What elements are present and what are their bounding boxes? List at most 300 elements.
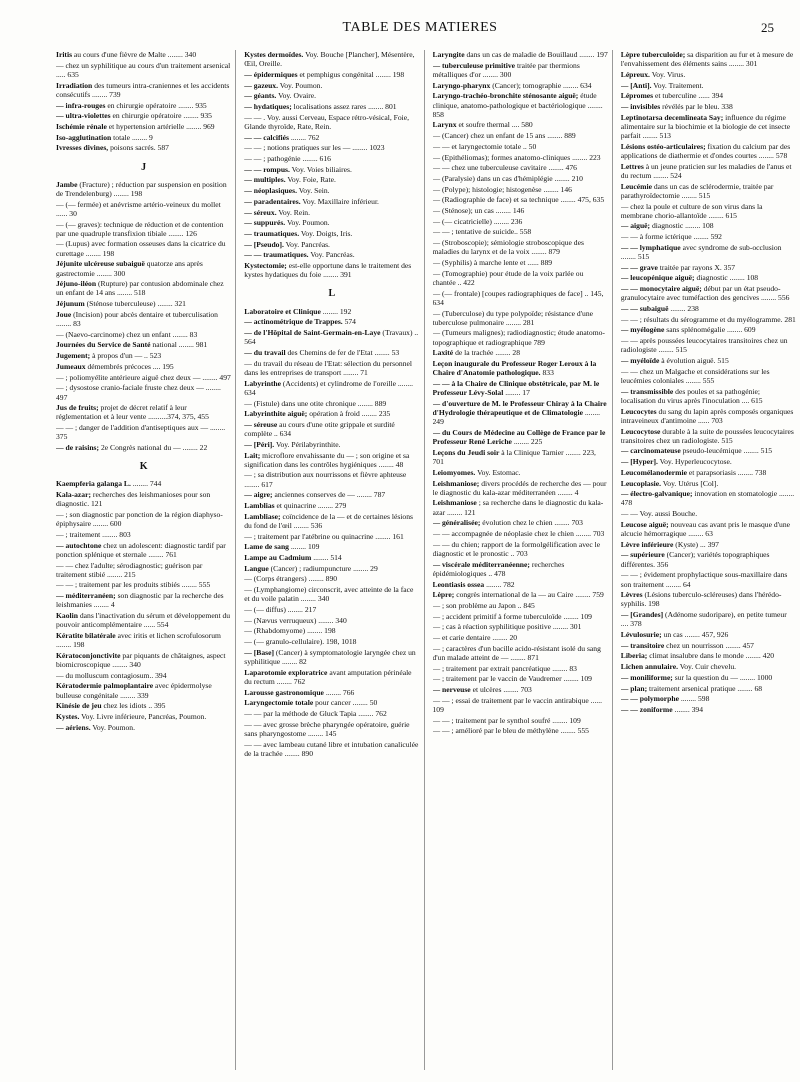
index-entry bbox=[433, 622, 608, 631]
index-entry bbox=[244, 197, 419, 206]
entry-heading: Jambe bbox=[56, 179, 78, 189]
index-entry bbox=[56, 362, 231, 371]
entry-text: national ........ 981 bbox=[150, 340, 208, 350]
entry-heading: Langue bbox=[244, 563, 269, 573]
entry-heading: Jéjunite ulcéreuse subaiguë bbox=[56, 259, 145, 269]
index-entry bbox=[621, 590, 796, 608]
index-entry bbox=[621, 356, 796, 365]
index-entry bbox=[621, 325, 796, 334]
entry-text: dans un cas de sclérodermie, traitée par parathyroïdectomie ........ 515 bbox=[620, 181, 774, 200]
entry-text: ........ 514 bbox=[311, 553, 342, 563]
index-entry bbox=[621, 651, 796, 660]
entry-text: — — ; danger de l'addition d'antiseptiques aux — ........ 375 bbox=[56, 423, 226, 442]
index-entry bbox=[244, 348, 419, 357]
entry-heading: Ivresses divines, bbox=[56, 143, 109, 153]
entry-text: recherches épidémiologiques .. 478 bbox=[432, 559, 565, 578]
entry-heading: Lèvres bbox=[620, 590, 643, 600]
section-letter: J bbox=[141, 161, 147, 173]
entry-heading: — de raisins; bbox=[56, 443, 100, 453]
index-column-4 bbox=[621, 50, 796, 1070]
entry-text: — — chez l'adulte; sérodiagnostic; guérison par traitement stibié ........ 215 bbox=[56, 560, 203, 579]
entry-text: — chez la poule et culture de son virus dans la membrane chorio-allantoïde ........ 615 bbox=[620, 201, 763, 220]
entry-text: — (Lymphangiome) circonscrit, avec atteinte de la face et du voile palatin ........ 340 bbox=[244, 585, 414, 604]
entry-text: — (Epithéliomas); formes anatomo-cliniques ........ 223 bbox=[432, 152, 601, 162]
index-entry bbox=[621, 489, 796, 507]
entry-heading: — suppurés. bbox=[244, 218, 286, 228]
entry-text: Voy. Traitement. bbox=[651, 80, 704, 90]
entry-text: — — accompagnée de néoplasie chez le chien ........ 703 bbox=[432, 529, 605, 539]
index-entry bbox=[433, 131, 608, 140]
index-entry bbox=[56, 133, 231, 142]
entry-text: démembrés précoces .... 195 bbox=[85, 361, 174, 371]
entry-heading: Kystes. bbox=[56, 712, 80, 722]
entry-heading: — du travail bbox=[244, 347, 286, 357]
index-entry bbox=[244, 261, 419, 279]
index-entry bbox=[244, 359, 419, 377]
entry-text: ........ 762 bbox=[288, 132, 320, 142]
entry-text: nouveau cas avant pris le masque d'une alcucie hémorragique ........ 63 bbox=[620, 519, 790, 539]
entry-text: — — ; essai de traitement par le vaccin antirabique ...... 109 bbox=[432, 695, 603, 714]
entry-text: ........ 598 bbox=[678, 694, 710, 704]
entry-text: opération à froid ........ 235 bbox=[307, 409, 391, 419]
entry-text: Voy. Hyperleucocytose. bbox=[657, 457, 732, 467]
index-entry bbox=[244, 490, 419, 499]
index-entry bbox=[621, 457, 796, 466]
index-entry bbox=[433, 601, 608, 610]
index-entry bbox=[244, 102, 419, 111]
entry-text: — (— fermée) et anévrisme artério-veineux du mollet ...... 30 bbox=[56, 199, 221, 218]
index-entry bbox=[244, 648, 419, 666]
index-entry bbox=[56, 383, 231, 401]
entry-text: — (Corps étrangers) ........ 890 bbox=[244, 574, 338, 584]
entry-text: anciennes conserves de — ........ 787 bbox=[272, 490, 386, 500]
entry-heading: — — monocytaire aiguë; bbox=[620, 284, 702, 294]
entry-text: — (Radiographie de face) et sa technique ........ 475, 635 bbox=[432, 195, 605, 205]
entry-heading: Lépreux. bbox=[620, 69, 650, 79]
index-entry bbox=[433, 195, 608, 204]
entry-text: — ; sa distribution aux nourrissons et fièvre aphteuse ........ 617 bbox=[244, 470, 407, 489]
entry-text: — et carie dentaire ........ 20 bbox=[432, 633, 518, 643]
index-entry bbox=[56, 373, 231, 382]
entry-text: — (— frontale) [coupes radiographiques de face] .. 145, 634 bbox=[432, 288, 604, 307]
entry-heading: Liberia; bbox=[620, 651, 648, 661]
index-entry bbox=[433, 153, 608, 162]
index-entry bbox=[433, 120, 608, 129]
entry-text: — — ; traitement par le synthol soufré ........ 109 bbox=[432, 715, 581, 725]
entry-heading: Lait; bbox=[244, 450, 261, 460]
index-entry bbox=[56, 530, 231, 539]
entry-text: — ; traitement ........ 803 bbox=[56, 529, 131, 539]
entry-text: révélés par le bleu. 338 bbox=[660, 102, 733, 112]
entry-heading: Leptinotarsa decemlineata Say; bbox=[620, 112, 724, 122]
index-entry bbox=[244, 440, 419, 449]
index-entry bbox=[621, 162, 796, 180]
index-entry bbox=[244, 626, 419, 635]
index-entry bbox=[56, 443, 231, 452]
index-entry bbox=[621, 336, 796, 354]
entry-text: — du travail du réseau de l'Etat: sélection du personnel dans les entreprises de transport ........ 71 bbox=[244, 358, 412, 377]
index-entry bbox=[244, 133, 419, 142]
entry-text: (Lésions tuberculo-scléreuses) dans l'hérédo-syphilis. 198 bbox=[620, 590, 782, 609]
section-letter: L bbox=[328, 288, 336, 300]
entry-text: climat insalubre dans le monde ........ 420 bbox=[647, 651, 775, 661]
index-entry bbox=[433, 448, 608, 466]
index-entry bbox=[56, 541, 231, 559]
index-entry bbox=[56, 561, 231, 579]
entry-text: (Rupture) par contusion abdominale chez un enfant de 14 ans ........ 518 bbox=[56, 279, 224, 298]
index-entry bbox=[244, 501, 419, 510]
entry-text: sans splénomégalie ........ 609 bbox=[664, 325, 756, 335]
entry-heading: Laryngite bbox=[432, 50, 465, 59]
entry-text: chez un adolescent: diagnostic tardif par ponction splénique et sternale ........ 761 bbox=[56, 540, 226, 559]
index-entry bbox=[244, 532, 419, 541]
entry-heading: — plan; bbox=[620, 683, 648, 693]
entry-text: Voy. Utérus [Col]. bbox=[661, 478, 719, 488]
entry-text: ........ 109 bbox=[288, 542, 320, 552]
index-entry bbox=[56, 330, 231, 339]
entry-heading: Kératite bilatérale bbox=[56, 630, 116, 640]
index-entry bbox=[621, 684, 796, 693]
index-entry bbox=[56, 701, 231, 710]
index-entry bbox=[621, 81, 796, 90]
index-entry bbox=[433, 227, 608, 236]
index-entry bbox=[621, 113, 796, 141]
entry-heading: — de l'Hôpital de Saint-Germain-en-Laye bbox=[244, 328, 381, 338]
entry-text: diagnostic ........ 108 bbox=[650, 221, 714, 231]
index-entry bbox=[433, 726, 608, 735]
entry-text: — (— granulo-cellulaire). 198, 1018 bbox=[244, 637, 357, 647]
entry-heading: Laxité bbox=[432, 348, 454, 358]
index-entry bbox=[244, 542, 419, 551]
entry-text: microflore envahissante du — ; son origine et sa signification dans les contrôles hygiéniques ........ 48 bbox=[244, 450, 410, 469]
entry-text: pseudo-leucémique ........ 515 bbox=[680, 446, 773, 456]
entry-heading: — nerveuse bbox=[432, 685, 471, 695]
index-entry bbox=[433, 91, 608, 119]
index-entry bbox=[621, 468, 796, 477]
index-entry bbox=[244, 574, 419, 583]
entry-heading: — méditerranéen; bbox=[56, 591, 116, 601]
entry-text: ........ 238 bbox=[668, 304, 699, 314]
entry-text: — ; traitement par extrait pancréatique ........ 83 bbox=[432, 663, 577, 673]
entry-heading: — [Péri]. bbox=[244, 439, 275, 449]
entry-text: avant amputation périnéale du rectum ........ 762 bbox=[244, 667, 412, 686]
index-entry bbox=[433, 674, 608, 683]
index-entry bbox=[433, 644, 608, 662]
entry-text: des tumeurs intra-craniennes et les accidents consécutifs ........ 739 bbox=[56, 80, 230, 99]
index-entry bbox=[621, 446, 796, 455]
index-entry bbox=[244, 208, 419, 217]
index-entry bbox=[56, 50, 231, 59]
entry-text: dans l'inactivation du sérum et développement du pouvoir anticomplémentaire ...... 554 bbox=[56, 611, 231, 630]
entry-text: et hypertension artérielle ........ 969 bbox=[106, 121, 215, 131]
entry-heading: — — zoniforme bbox=[620, 705, 673, 714]
index-entry bbox=[433, 238, 608, 256]
index-entry bbox=[56, 611, 231, 629]
index-entry bbox=[621, 479, 796, 488]
entry-text: Voy. Maxillaire inférieur. bbox=[300, 196, 379, 206]
index-entry bbox=[244, 720, 419, 738]
index-entry bbox=[621, 630, 796, 639]
index-entry bbox=[244, 143, 419, 152]
entry-text: ........ 17 bbox=[503, 388, 530, 398]
entry-text: en chirurgie opératoire ........ 935 bbox=[110, 111, 212, 121]
entry-heading: — ultra-violettes bbox=[56, 111, 111, 121]
index-entry bbox=[433, 580, 608, 589]
entry-text: — (Tumeurs malignes); radiodiagnostic; étude anatomo-topographique et radiographique 789 bbox=[432, 328, 605, 347]
entry-text: ........ 766 bbox=[323, 687, 355, 697]
entry-text: et soufre thermal .... 580 bbox=[456, 120, 533, 130]
entry-heading: Lèpre tuberculoïde; bbox=[620, 50, 686, 59]
index-entry bbox=[56, 340, 231, 349]
entry-heading: Leontiasis ossea bbox=[432, 579, 485, 589]
entry-heading: — actinométrique de Trappes. bbox=[244, 317, 343, 327]
entry-text: — — ; pathogénie ........ 616 bbox=[244, 154, 331, 164]
index-entry bbox=[621, 509, 796, 518]
index-entry bbox=[56, 651, 231, 669]
entry-text: ........ 744 bbox=[130, 479, 162, 489]
index-entry bbox=[621, 221, 796, 230]
index-entry bbox=[244, 154, 419, 163]
index-entry bbox=[621, 694, 796, 703]
entry-heading: — épidermiques bbox=[244, 69, 298, 79]
index-entry bbox=[56, 220, 231, 238]
index-entry bbox=[56, 479, 231, 488]
index-entry bbox=[433, 468, 608, 477]
index-entry bbox=[621, 427, 796, 445]
index-entry bbox=[56, 122, 231, 131]
entry-heading: Laryngo-pharynx bbox=[432, 80, 491, 90]
index-entry bbox=[56, 510, 231, 528]
entry-heading: Kystes dermoïdes. bbox=[244, 50, 304, 59]
entry-heading: Leucémie bbox=[620, 181, 652, 191]
entry-heading: Kaempferia galanga L. bbox=[56, 479, 131, 489]
entry-heading: — aiguë; bbox=[620, 221, 651, 231]
entry-heading: — séreux. bbox=[244, 207, 277, 217]
entry-text: — — ; notions pratiques sur les — ........ 1023 bbox=[244, 143, 385, 153]
entry-text: traitée par rayons X. 357 bbox=[657, 262, 736, 272]
index-entry bbox=[244, 250, 419, 259]
entry-text: — (— diffus) ........ 217 bbox=[244, 605, 317, 615]
entry-heading: Kystectomie; bbox=[244, 261, 287, 271]
entry-heading: — moniliforme; bbox=[620, 672, 673, 682]
entry-text: — (Stroboscopie); sémiologie stroboscopique des maladies du larynx et de la voix ........ 879 bbox=[432, 238, 584, 257]
index-entry bbox=[433, 81, 608, 90]
entry-heading: Lichen annulaire. bbox=[620, 662, 678, 672]
index-entry bbox=[433, 685, 608, 694]
index-entry bbox=[621, 142, 796, 160]
entry-heading: — généralisée; bbox=[432, 518, 481, 528]
index-entry bbox=[56, 712, 231, 721]
entry-text: innovation en stomatologie ........ 478 bbox=[620, 489, 795, 508]
index-entry bbox=[56, 591, 231, 609]
entry-heading: Journées du Service de Santé bbox=[56, 340, 151, 350]
entry-text: — — . Voy. aussi Cerveau, Espace rétro-vésical, Foie, Glande thyroïde, Rate, Rein. bbox=[244, 112, 410, 131]
index-entry bbox=[56, 239, 231, 257]
entry-heading: Leucomélanodermie bbox=[620, 467, 687, 477]
index-entry bbox=[244, 637, 419, 646]
entry-text: un cas ........ 457, 926 bbox=[661, 630, 729, 640]
entry-text: — ; traitement par le vaccin de Vaudremer ........ 109 bbox=[432, 674, 592, 684]
index-entry bbox=[433, 348, 608, 357]
index-entry bbox=[433, 163, 608, 172]
entry-heading: Kératodermie palmoplantaire bbox=[56, 681, 154, 691]
entry-text: — (Cancer) chez un enfant de 15 ans ........ 889 bbox=[432, 131, 576, 141]
index-entry bbox=[56, 81, 231, 99]
index-entry bbox=[244, 564, 419, 573]
entry-text: — ; accident primitif à forme tuberculoïde ........ 109 bbox=[432, 611, 592, 621]
entry-heading: Lambliase; bbox=[244, 511, 281, 521]
entry-heading: — aigre; bbox=[244, 490, 273, 500]
index-entry bbox=[244, 420, 419, 438]
entry-text: coïncidence de la — et de certaines lésions du fond de l'œil ........ 536 bbox=[244, 511, 413, 530]
index-entry bbox=[56, 310, 231, 328]
entry-heading: Leucocytes bbox=[620, 406, 657, 416]
index-entry bbox=[621, 407, 796, 425]
entry-heading: Laryngectomie totale bbox=[244, 698, 314, 708]
entry-text: ........ 394 bbox=[672, 705, 704, 714]
entry-heading: Leishmaniose; bbox=[432, 478, 480, 488]
entry-heading: — traumatiques. bbox=[244, 228, 300, 238]
entry-heading: Lépromes bbox=[620, 91, 654, 101]
entry-heading: — d'ouverture de M. le Professeur Chiray à la Chaire d'Hydrologie thérapeutique et de Climatologie bbox=[432, 398, 607, 418]
entry-text: ........ 192 bbox=[320, 306, 352, 316]
index-entry bbox=[244, 399, 419, 408]
entry-text: de la trachée ........ 28 bbox=[453, 348, 521, 358]
entry-heading: Leiomyomes. bbox=[432, 467, 476, 477]
entry-heading: — [Hyper]. bbox=[620, 457, 658, 467]
entry-heading: Jugement; bbox=[56, 351, 91, 361]
entry-text: (Cancer) ; radiumpuncture ........ 29 bbox=[268, 563, 378, 573]
index-entry bbox=[621, 284, 796, 302]
index-entry bbox=[433, 217, 608, 226]
entry-text: (Kyste) ... 397 bbox=[673, 539, 719, 549]
entry-heading: — carcinomateuse bbox=[620, 446, 681, 456]
index-entry bbox=[433, 560, 608, 578]
entry-text: — (Nævus verruqueux) ........ 340 bbox=[244, 615, 347, 625]
index-entry bbox=[621, 263, 796, 272]
entry-heading: Jus de fruits; bbox=[56, 403, 99, 413]
entry-heading: — [Base] bbox=[244, 647, 274, 657]
index-entry bbox=[433, 518, 608, 527]
index-entry bbox=[56, 259, 231, 277]
entry-text: avec iritis et lichen scrofulosorum ........ 198 bbox=[56, 630, 221, 650]
entry-text: — — ; amélioré par le bleu de méthylène ........ 555 bbox=[432, 726, 589, 736]
entry-text: — — ; résultats du sérogramme et du myélogramme. 281 bbox=[620, 314, 796, 324]
entry-text: — (Rhabdomyome) ........ 198 bbox=[244, 626, 336, 636]
entry-heading: — tuberculeuse primitive bbox=[432, 60, 516, 70]
entry-text: des poules et sa pathogénie; localisation du virus après l'inoculation .... 615 bbox=[620, 386, 763, 405]
entry-text: traitée par thermions métalliques d'or ........ 300 bbox=[432, 60, 580, 79]
entry-text: — — à forme ictérique ........ 592 bbox=[620, 232, 722, 242]
index-entry bbox=[433, 61, 608, 79]
index-entry bbox=[244, 317, 419, 326]
index-entry bbox=[433, 269, 608, 287]
index-entry bbox=[244, 512, 419, 530]
entry-heading: — multiples. bbox=[244, 175, 286, 185]
entry-text: (Cancer); variétés topographiques différentes. 356 bbox=[620, 550, 770, 569]
entry-text: — (Syphilis) à marche lente et ...... 889 bbox=[432, 258, 553, 268]
index-entry bbox=[244, 91, 419, 100]
entry-heading: Lame de sang bbox=[244, 542, 289, 552]
index-entry bbox=[244, 328, 419, 346]
index-entry bbox=[621, 662, 796, 671]
index-column-2 bbox=[244, 50, 424, 1070]
entry-heading: — géants. bbox=[244, 91, 277, 101]
entry-heading: Larousse gastronomique bbox=[244, 687, 324, 697]
entry-heading: — [Grandes] bbox=[620, 610, 664, 620]
entry-text: au cours d'une otite grippale et surdité complète .. 634 bbox=[244, 419, 395, 439]
entry-heading: — paradentaires. bbox=[244, 196, 301, 206]
entry-heading: — supérieure bbox=[620, 550, 665, 560]
index-entry bbox=[433, 428, 608, 446]
entry-text: Voy. Cuir chevelu. bbox=[678, 662, 737, 672]
entry-text: Voy. Périlabyrinthite. bbox=[274, 439, 341, 449]
entry-text: — du molluscum contagiosum.. 394 bbox=[56, 670, 167, 680]
index-entry bbox=[433, 50, 608, 59]
index-entry bbox=[244, 70, 419, 79]
entry-text: — ; son diagnostic par ponction de la région diaphyso-épiphysaire ........ 600 bbox=[56, 510, 223, 529]
index-entry bbox=[433, 696, 608, 714]
entry-text: avec épidermolyse bulleuse congénitale ........ 339 bbox=[56, 681, 212, 700]
index-entry bbox=[56, 631, 231, 649]
index-entry bbox=[621, 232, 796, 241]
index-entry bbox=[433, 142, 608, 151]
entry-heading: Lévulosurie; bbox=[620, 630, 662, 640]
entry-heading: Leucose aiguë; bbox=[620, 519, 669, 529]
index-entry bbox=[433, 258, 608, 267]
entry-text: évolution chez le chien ........ 703 bbox=[480, 518, 583, 528]
entry-text: — ; son problème au Japon .. 845 bbox=[432, 600, 535, 610]
entry-text: Voy. Poumon. bbox=[285, 218, 330, 228]
entry-heading: Lèvre inférieure bbox=[620, 539, 674, 549]
entry-heading: Jumeaux bbox=[56, 361, 86, 371]
index-columns bbox=[56, 50, 796, 1070]
index-column-3 bbox=[433, 50, 613, 1070]
index-entry bbox=[433, 185, 608, 194]
index-entry bbox=[433, 633, 608, 642]
index-entry bbox=[621, 243, 796, 261]
index-entry bbox=[621, 304, 796, 313]
entry-text: Voy. Livre inférieure, Pancréas, Poumon. bbox=[79, 712, 207, 722]
entry-text: chez un nourrisson ........ 457 bbox=[664, 640, 754, 650]
entry-text: Voy. Estomac. bbox=[475, 467, 521, 477]
entry-heading: — aériens. bbox=[56, 722, 91, 732]
entry-heading: — transitoire bbox=[620, 640, 665, 650]
entry-text: Voy. Sein. bbox=[297, 186, 330, 196]
entry-text: des Chemins de fer de l'Etat ........ 53 bbox=[285, 347, 400, 357]
index-entry bbox=[433, 590, 608, 599]
index-entry bbox=[56, 580, 231, 589]
page-title: TABLE DES MATIERES bbox=[342, 20, 498, 35]
index-entry bbox=[621, 610, 796, 628]
index-entry bbox=[244, 553, 419, 562]
index-entry bbox=[56, 723, 231, 732]
index-entry bbox=[433, 664, 608, 673]
entry-heading: — transmissible bbox=[620, 386, 674, 396]
index-entry bbox=[244, 709, 419, 718]
entry-text: — — après poussées leucocytaires transitoires chez un radiologiste ........ 515 bbox=[620, 336, 788, 355]
entry-heading: Laboratoire et Clinique bbox=[244, 306, 321, 316]
entry-text: — — par la méthode de Gluck Tapia ........ 762 bbox=[244, 709, 387, 719]
entry-heading: — [Anti]. bbox=[620, 80, 652, 90]
index-entry bbox=[433, 498, 608, 516]
index-entry bbox=[433, 359, 608, 377]
index-entry bbox=[621, 520, 796, 538]
entry-text: — ; traitement par l'atébrine ou quinacrine ........ 161 bbox=[244, 531, 404, 541]
entry-heading: Lèpre; bbox=[432, 590, 455, 600]
section-letter: K bbox=[139, 461, 148, 473]
index-entry bbox=[433, 379, 608, 397]
